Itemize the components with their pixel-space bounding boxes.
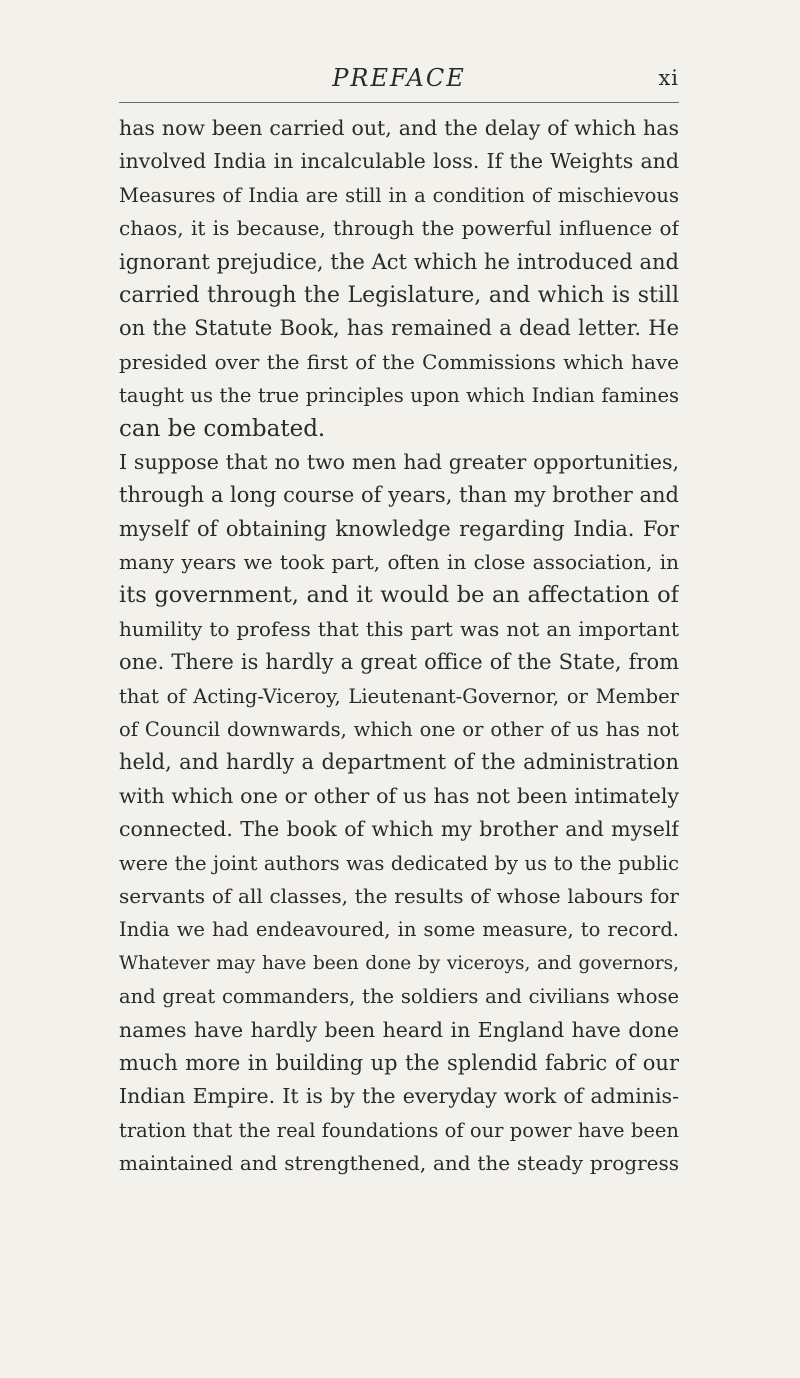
text-line: much more in building up the splendid fabric of our xyxy=(119,1050,679,1075)
text-line-paragraph-start: I suppose that no two men had greater opportunities, xyxy=(119,449,679,474)
text-line: were the joint authors was dedicated by us to the public xyxy=(119,851,679,875)
text-line: through a long course of years, than my brother and xyxy=(119,483,679,508)
text-line: humility to profess that this part was not an important xyxy=(119,616,679,641)
text-line: that of Acting-Viceroy, Lieutenant-Governor, or Member xyxy=(119,684,679,708)
text-line: held, and hardly a department of the administration xyxy=(119,750,679,775)
text-line: names have hardly been heard in England have done xyxy=(119,1017,679,1042)
text-line: taught us the true principles upon which Indian famines xyxy=(119,384,679,408)
text-line: presided over the first of the Commissions which have xyxy=(119,349,679,374)
page-number: xi xyxy=(658,66,679,90)
text-line: carried through the Legislature, and which is still xyxy=(119,282,679,308)
text-line: many years we took part, often in close association, in xyxy=(119,550,679,575)
text-line: Whatever may have been done by viceroys, and governors, xyxy=(119,952,679,974)
text-line: one. There is hardly a great office of the State, from xyxy=(119,650,679,675)
text-line: chaos, it is because, through the powerful influence of xyxy=(119,216,679,241)
header-rule xyxy=(119,102,679,103)
text-line: myself of obtaining knowledge regarding India. For xyxy=(119,516,679,541)
text-line: of Council downwards, which one or other of us has not xyxy=(119,718,679,742)
page-header xyxy=(119,64,679,104)
text-line: Indian Empire. It is by the everyday work of adminis- xyxy=(119,1084,679,1109)
text-line: Measures of India are still in a condition of mischievous xyxy=(119,183,679,207)
text-line: involved India in incalculable loss. If the Weights and xyxy=(119,149,679,174)
running-title: PREFACE xyxy=(332,64,466,92)
text-line: India we had endeavoured, in some measure, to record. xyxy=(119,918,679,942)
body-text xyxy=(119,112,679,1181)
text-line: maintained and strengthened, and the steady progress xyxy=(119,1151,679,1176)
text-line: ignorant prejudice, the Act which he introduced and xyxy=(119,249,679,274)
text-line: and great commanders, the soldiers and civilians whose xyxy=(119,985,679,1009)
text-line: with which one or other of us has not been intimately xyxy=(119,783,679,808)
text-line: tration that the real foundations of our power have been xyxy=(119,1118,679,1142)
text-line: on the Statute Book, has remained a dead letter. He xyxy=(119,316,679,341)
text-line: its government, and it would be an affectation of xyxy=(119,582,679,609)
text-line-paragraph-end: can be combated. xyxy=(119,415,326,442)
text-line: has now been carried out, and the delay of which has xyxy=(119,116,679,140)
text-line: connected. The book of which my brother and myself xyxy=(119,817,679,842)
text-line: servants of all classes, the results of whose labours for xyxy=(119,883,679,908)
